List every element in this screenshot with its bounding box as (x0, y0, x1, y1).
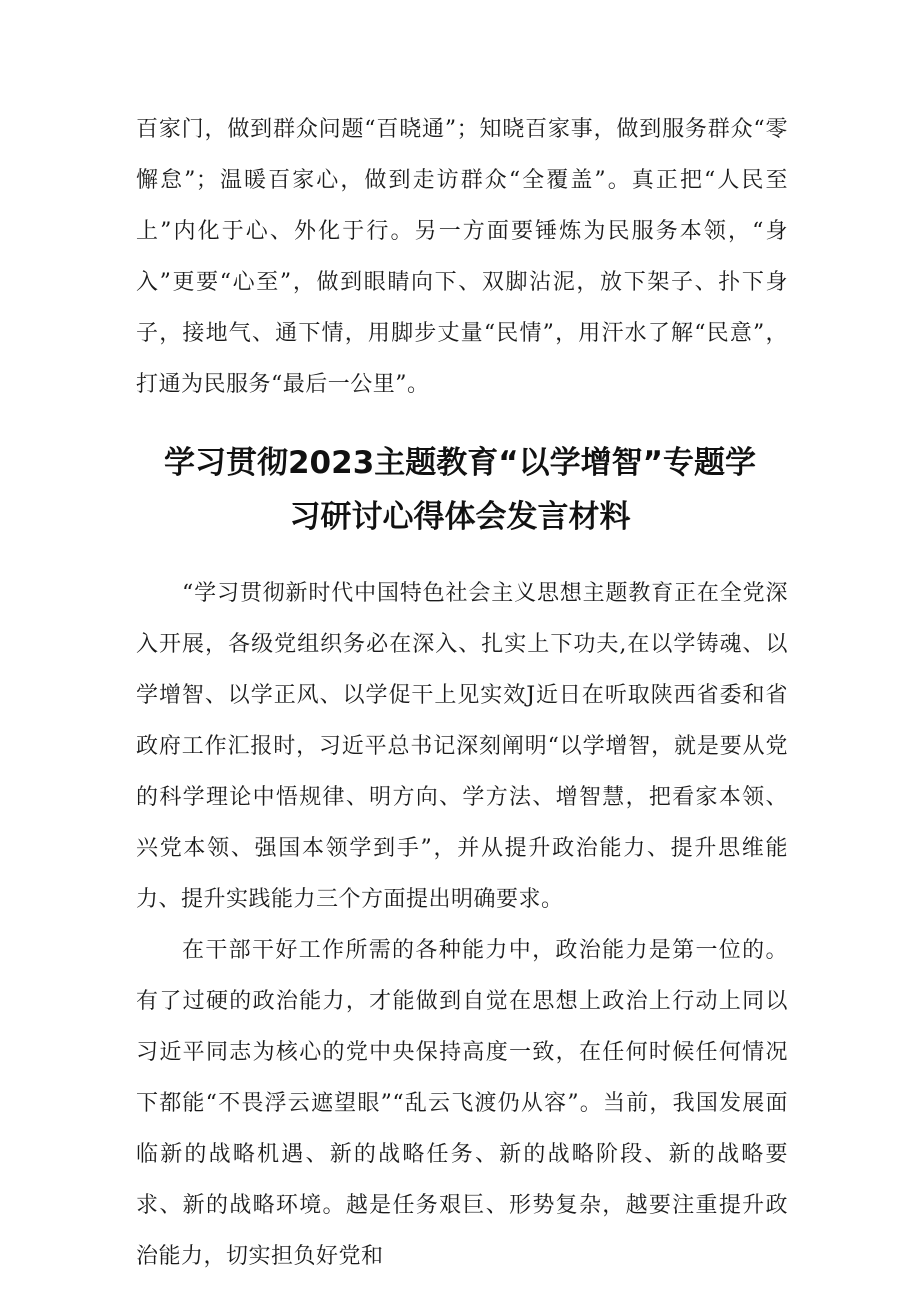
body-text-block (136, 568, 788, 1282)
intro-text-block (136, 104, 788, 410)
intro-paragraph: 百家门，做到群众问题“百晓通”；知晓百家事，做到服务群众“零懈怠”；温暖百家心，做到走访群众“全覆盖”。真正把“人民至上”内化于心、外化于行。另一方面要锤炼为民服务本领，“身入”更要“心至”，做到眼睛向下、双脚沾泥，放下架子、扑下身子，接地气、通下情，用脚步丈量“民情”，用汗水了解“民意”，打通为民服务“最后一公里”。 (136, 117, 788, 397)
body-paragraph-1: “学习贯彻新时代中国特色社会主义思想主题教育正在全党深入开展，各级党组织务必在深入、扎实上下功夫,在以学铸魂、以学增智、以学正风、以学促干上见实效J近日在听取陕西省委和省政府工作汇报时，习近平总书记深刻阐明“以学增智，就是要从党的科学理论中悟规律、明方向、学方法、增智慧，把看家本领、兴党本领、强国本领学到手”，并从提升政治能力、提升思维能力、提升实践能力三个方面提出明确要求。 (136, 581, 788, 912)
title-line-2: 习研讨心得体会发言材料 (289, 499, 631, 535)
title-line-1: 学习贯彻2023主题教育“以学增智”专题学 (163, 445, 757, 481)
document-title (120, 436, 800, 544)
body-paragraph-2: 在干部干好工作所需的各种能力中，政治能力是第一位的。有了过硬的政治能力，才能做到自觉在思想上政治上行动上同以习近平同志为核心的党中央保持高度一致，在任何时候任何情况下都能“不畏浮云遮望眼”“乱云飞渡仍从容”。当前，我国发展面临新的战略机遇、新的战略任务、新的战略阶段、新的战略要求、新的战略环境。越是任务艰巨、形势复杂，越要注重提升政治能力，切实担负好党和 (136, 938, 788, 1269)
